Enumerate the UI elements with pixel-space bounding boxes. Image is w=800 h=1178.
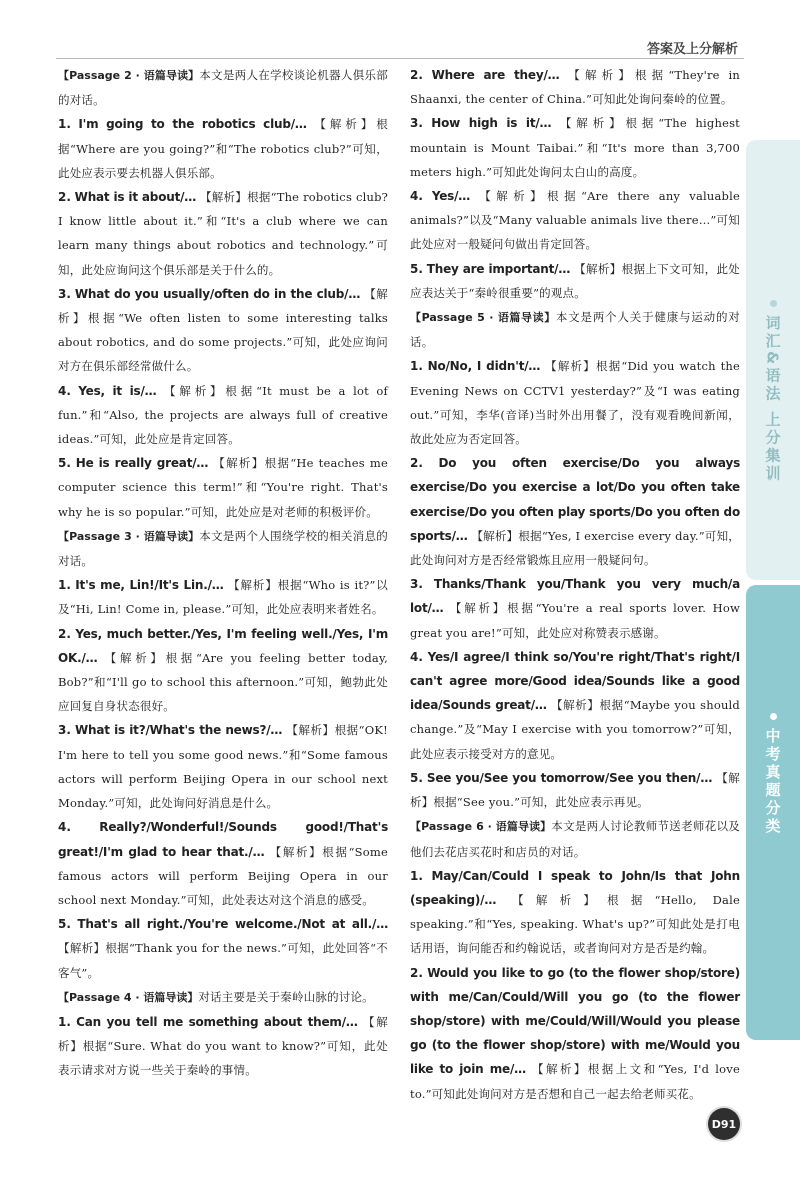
item-number: 2. [58,626,71,641]
tab-exam-categories[interactable] [746,585,800,1040]
answer-text: What is it about/… [74,190,197,205]
answer-item [410,572,740,645]
answer-item [410,257,740,305]
item-number: 3. [410,116,423,131]
answer-text: They are important/… [426,261,571,276]
answer-text: Thanks/Thank you/Thank you very much/a lot/… [410,577,740,616]
item-number: 3. [410,577,423,592]
explanation-text: 【解析】根据“It must be a lot of fun.”和“Also, the projects are always full of creative ideas.”可知，此处应是肯定回答。 [58,383,389,447]
answer-text: Can you tell me something about them/… [76,1014,358,1029]
item-number: 3. [58,723,71,738]
answer-item [58,815,388,912]
item-number: 1. [410,359,423,374]
explanation-text: 【解析】根据“We often listen to some interesting talks about robotics, and do some projects.”可知，此处应询问对方在俱乐部经常做什么。 [58,286,388,374]
answer-text: He is really great/… [75,456,209,471]
passage-tag: 【Passage 3 · 语篇导读】 [58,529,200,543]
passage-intro [58,63,388,112]
item-number: 1. [58,117,71,132]
explanation-text: 【解析】根据上下文可知，此处应表达关于“秦岭很重要”的观点。 [410,261,741,300]
explanation-text: 【解析】根据“Are you feeling better today, Bob?”和“I'll go to school this afternoon.”可知，鲍勃此处应回复自身状态很好。 [58,650,388,714]
answer-item [58,185,388,282]
tab-vocabulary-grammar[interactable] [746,140,800,580]
explanation-text: 对话主要是关于秦岭山脉的讨论。 [198,989,374,1004]
answer-item [410,63,740,111]
answer-item [410,354,740,451]
explanation-text: 本文是两个人关于健康与运动的对话。 [410,310,740,350]
answer-item [410,184,740,257]
item-number: 2. [410,965,423,980]
passage-tag: 【Passage 2 · 语篇导读】 [58,69,200,82]
explanation-text: 【解析】根据“The robotics club? I know little about it.”和“It's a club where we can learn many things about robotics and technology.”可知，此处应询问这个俱乐部是关于什么的。 [58,190,389,277]
explanation-text: 【解析】根据“Who is it?”以及“Hi, Lin! Come in, please.”可知，此处应表明来者姓名。 [58,578,388,617]
right-column [410,63,740,1106]
answer-text: What do you usually/often do in the club/… [74,286,361,301]
answer-item [58,622,388,719]
passage-intro [410,305,740,354]
tab-dot-icon [770,713,777,720]
item-number: 4. [58,383,71,398]
answer-text: Yes/… [431,189,471,204]
answer-text: Where are they/… [431,68,560,82]
answer-item [410,111,740,184]
passage-tag: 【Passage 5 · 语篇导读】 [410,311,556,325]
tab-dot-icon [770,300,777,307]
item-number: 1. [410,868,423,883]
answer-item [410,961,740,1106]
item-number: 4. [410,649,423,664]
explanation-text: 本文是两人讨论教师节送老师花以及他们去花店买花时和店员的对话。 [410,819,740,859]
answer-item [410,766,740,814]
explanation-text: 【解析】根据“OK! I'm here to tell you some good news.”和“Some famous actors will perform Beijing Opera in our school next Monday.”可知，此处询问好消息是什么。 [58,723,389,811]
passage-tag: 【Passage 6 · 语篇导读】 [410,820,552,834]
answer-item [58,573,388,621]
answer-text: See you/See you tomorrow/See you then/… [426,770,713,785]
explanation-text: 【解析】根据“See you.”可知，此处应表示再见。 [410,770,740,810]
answer-text: It's me, Lin!/It's Lin./… [75,578,224,593]
item-number: 5. [410,261,423,276]
item-number: 1. [58,1014,71,1029]
left-column [58,63,388,1083]
answer-text: Would you like to go (to the flower shop/store) with me/Can/Could/Will you go (to the flower shop/store) with me/Could/Will/Would you please go (to the flower shop/store) with me/Would you like to join me/… [410,965,740,1077]
item-number: 1. [58,578,71,593]
explanation-text: 【解析】根据“Where are you going?”和“The robotics club?”可知，此处应表示要去机器人俱乐部。 [58,117,388,180]
passage-tag: 【Passage 4 · 语篇导读】 [58,990,199,1004]
answer-text: Do you often exercise/Do you always exercise/Do you exercise a lot/Do you often take exercise/Do you often play sports/Do you often do sports/… [410,456,741,543]
item-number: 3. [58,286,71,301]
answer-item [58,1010,388,1083]
passage-intro [410,814,740,863]
answer-item [58,718,388,815]
item-number: 5. [58,917,71,932]
item-number: 4. [410,189,423,204]
tab-vocabulary-grammar-label: 词汇&语法 上分集训 [763,315,782,484]
explanation-text: 【解析】根据“Yes, I exercise every day.”可知，此处询问对方是否经常锻炼且应用一般疑问句。 [410,528,740,568]
explanation-text: 【解析】根据“Thank you for the news.”可知，此处回答“不客气”。 [58,941,388,980]
explanation-text: 【解析】根据“He teaches me computer science this term!”和“You're right. That's why he is so popular.”可知，此处应是对老师的积极评价。 [58,456,388,519]
answer-text: Really?/Wonderful!/Sounds good!/That's great!/I'm glad to hear that./… [58,820,389,859]
answer-text: Yes, much better./Yes, I'm feeling well./Yes, I'm OK./… [58,626,388,665]
answer-text: What is it?/What's the news?/… [74,723,283,738]
explanation-text: 【解析】根据“Some famous actors will perform Beijing Opera in our school next Monday.”可知，此处表达对这个消息的感受。 [58,844,388,907]
page-header-title: 答案及上分解析 [646,42,738,57]
explanation-text: 【解析】根据“Are there any valuable animals?”以及“Many valuable animals live there…”可知此处应对一般疑问句做出肯定回答。 [410,189,740,252]
explanation-text: 【解析】根据“Did you watch the Evening News on CCTV1 yesterday?”及“I was eating out.”可知，李华(音译)当时外出用餐了，没有观看晚间新闻，故此处应为否定回答。 [410,359,740,447]
answer-text: May/Can/Could I speak to John/Is that John (speaking)/… [410,868,740,907]
answer-item [58,379,388,452]
explanation-text: 【解析】根据“Hello, Dale speaking.”和“Yes, speaking. What's up?”可知此处是打电话用语，询问能否和约翰说话，或者询问对方是否是约翰。 [410,892,740,956]
explanation-text: 本文是两个人围绕学校的相关消息的对话。 [58,528,388,569]
answer-item [410,451,740,572]
explanation-text: 本文是两人在学校谈论机器人俱乐部的对话。 [58,68,388,108]
item-number: 5. [58,456,71,471]
answer-item [410,645,740,766]
answer-item [58,451,388,524]
answer-text: Yes/I agree/I think so/You're right/That's right/I can't agree more/Good idea/Sounds like a good idea/Sounds great/… [410,649,740,713]
page-number: D91 [708,1108,740,1140]
item-number: 2. [410,456,423,471]
answer-item [410,864,740,961]
explanation-text: 【解析】根据“Maybe you should change.”及“May I exercise with you tomorrow?”可知，此处应表示接受对方的意见。 [410,698,740,761]
explanation-text: 【解析】根据“The highest mountain is Mount Taibai.”和“It's more than 3,700 meters high.”可知此处询问太白山的高度。 [410,116,740,179]
explanation-text: 【解析】根据“Sure. What do you want to know?”可知，此处表示请求对方说一些关于秦岭的事情。 [58,1014,388,1078]
passage-intro [58,524,388,573]
answer-text: No/No, I didn't/… [427,359,541,374]
answer-item [58,912,388,985]
item-number: 5. [410,770,423,785]
item-number: 2. [58,190,71,205]
answer-item [58,282,388,379]
passage-intro [58,985,388,1010]
explanation-text: 【解析】根据上文和“Yes, I'd love to.”可知此处询问对方是否想和自己一起去给老师买花。 [410,1062,740,1101]
tab-exam-categories-label: 中考真题分类 [763,728,782,836]
item-number: 2. [410,68,423,82]
answer-text: That's all right./You're welcome./Not at all./… [77,917,388,932]
header-divider [56,58,744,59]
answer-text: How high is it/… [431,116,552,131]
explanation-text: 【解析】根据“They're in Shaanxi, the center of China.”可知此处询问秦岭的位置。 [410,68,740,107]
explanation-text: 【解析】根据“You're a real sports lover. How great you are!”可知，此处应对称赞表示感谢。 [410,601,740,640]
answer-text: Yes, it is/… [78,383,157,398]
answer-item [58,112,388,185]
item-number: 4. [58,820,71,835]
answer-text: I'm going to the robotics club/… [78,117,307,132]
